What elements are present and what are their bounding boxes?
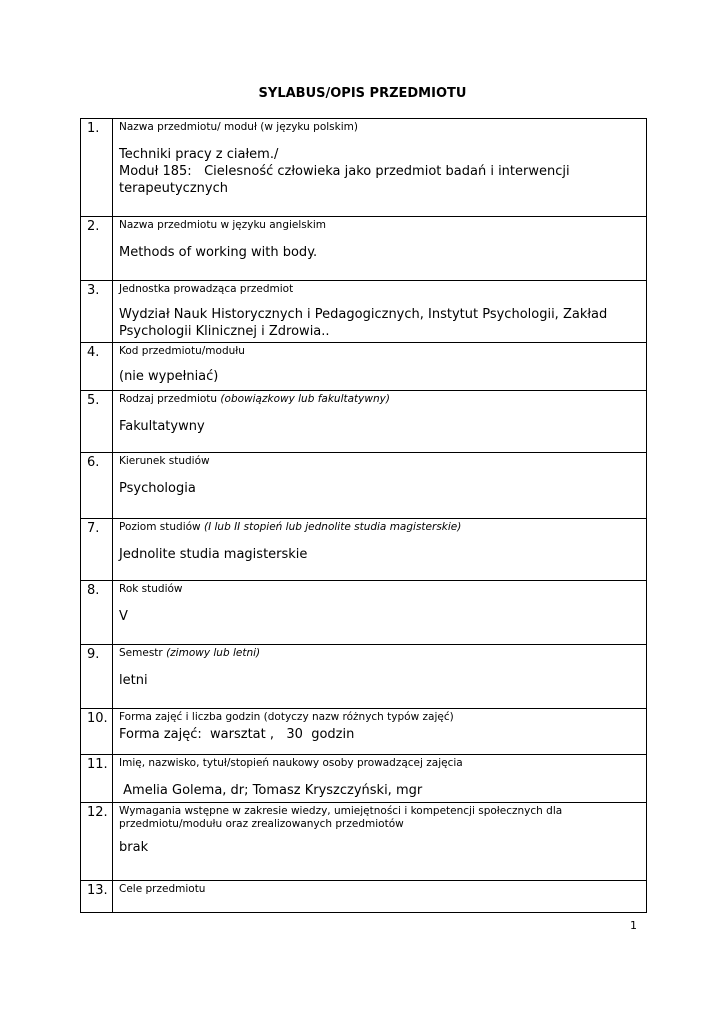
- field-value: brak: [119, 840, 149, 855]
- row-number: 7.: [81, 519, 113, 581]
- field-label: Nazwa przedmiotu/ moduł (w języku polskim): [119, 121, 358, 133]
- page-number: 1: [630, 919, 637, 932]
- row-number: 6.: [81, 453, 113, 519]
- row-number: 11.: [81, 755, 113, 803]
- field-value: Techniki pracy z ciałem./ Moduł 185: Cielesność człowieka jako przedmiot badań i interwencji terapeutycznych: [119, 147, 570, 196]
- field-label: Nazwa przedmiotu w języku angielskim: [119, 219, 326, 231]
- row-number: 12.: [81, 803, 113, 881]
- table-row: [81, 581, 647, 645]
- field-label: Wymagania wstępne w zakresie wiedzy, umiejętności i kompetencji społecznych dla przedmiotu/modułu oraz zrealizowanych przedmiotów: [119, 805, 563, 830]
- table-row: [81, 803, 647, 881]
- table-row: [81, 645, 647, 709]
- row-number: 5.: [81, 391, 113, 453]
- field-label: Forma zajęć i liczba godzin (dotyczy nazw różnych typów zajęć): [119, 711, 454, 723]
- field-value: Amelia Golema, dr; Tomasz Kryszczyński, mgr: [119, 783, 423, 798]
- field-value: (nie wypełniać): [119, 369, 219, 384]
- field-value: Fakultatywny: [119, 419, 205, 434]
- table-row: [81, 755, 647, 803]
- field-value: V: [119, 609, 128, 624]
- field-label: Jednostka prowadząca przedmiot: [119, 283, 294, 295]
- field-value: Methods of working with body.: [119, 245, 318, 260]
- field-label: Rok studiów: [119, 583, 183, 595]
- row-number: 1.: [81, 119, 113, 217]
- table-row: [81, 881, 647, 913]
- table-row: [81, 391, 647, 453]
- table-row: [81, 453, 647, 519]
- syllabus-table: [80, 118, 647, 913]
- row-number: 9.: [81, 645, 113, 709]
- table-row: [81, 281, 647, 343]
- table-row: [81, 709, 647, 755]
- field-value: Wydział Nauk Historycznych i Pedagogicznych, Instytut Psychologii, Zakład Psychologii Klinicznej i Zdrowia..: [119, 307, 612, 339]
- row-number: 2.: [81, 217, 113, 281]
- document-title: SYLABUS/OPIS PRZEDMIOTU: [258, 86, 467, 101]
- row-number: 4.: [81, 343, 113, 391]
- field-value: Forma zajęć: warsztat , 30 godzin: [119, 727, 355, 742]
- field-label: Imię, nazwisko, tytuł/stopień naukowy osoby prowadzącej zajęcia: [119, 757, 463, 769]
- field-value: Jednolite studia magisterskie: [119, 547, 308, 562]
- field-label: Kod przedmiotu/modułu: [119, 345, 245, 357]
- row-number: 13.: [81, 881, 113, 913]
- table-row: [81, 119, 647, 217]
- row-number: 10.: [81, 709, 113, 755]
- row-number: 8.: [81, 581, 113, 645]
- field-value: Psychologia: [119, 481, 196, 496]
- field-value: letni: [119, 673, 148, 688]
- field-label: Poziom studiów (I lub II stopień lub jednolite studia magisterskie): [119, 521, 462, 533]
- field-label: Semestr (zimowy lub letni): [119, 647, 261, 659]
- table-row: [81, 519, 647, 581]
- field-label: Rodzaj przedmiotu (obowiązkowy lub fakultatywny): [119, 393, 390, 405]
- field-label: Kierunek studiów: [119, 455, 210, 467]
- table-row: [81, 343, 647, 391]
- table-row: [81, 217, 647, 281]
- field-label: Cele przedmiotu: [119, 883, 206, 895]
- row-number: 3.: [81, 281, 113, 343]
